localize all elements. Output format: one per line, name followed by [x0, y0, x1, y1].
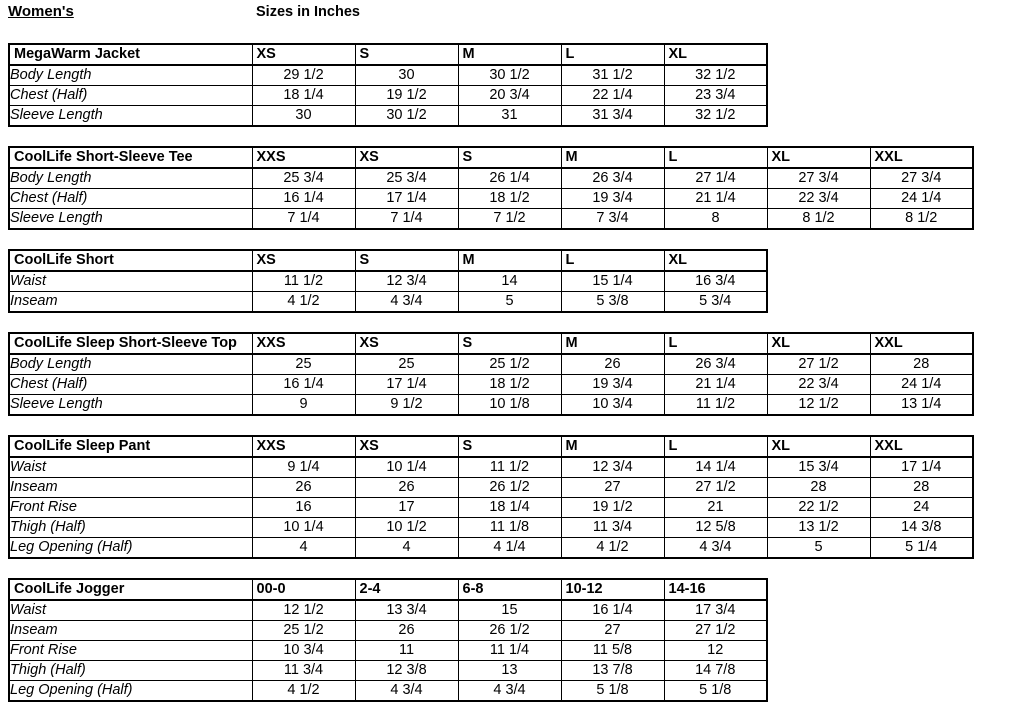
size-header-cell: L	[561, 250, 664, 271]
measurement-value-cell: 13 1/2	[767, 518, 870, 538]
table-header-row	[9, 333, 973, 354]
size-header-cell: L	[561, 44, 664, 65]
measurement-value-cell: 24 1/4	[870, 189, 973, 209]
measurement-value-cell: 5 3/8	[561, 292, 664, 313]
measurement-value-cell: 12 3/4	[561, 457, 664, 478]
size-header-cell: S	[355, 44, 458, 65]
measurement-value-cell: 12 1/2	[252, 600, 355, 621]
measurement-value-cell: 9 1/2	[355, 395, 458, 416]
measurement-value-cell: 11 1/8	[458, 518, 561, 538]
size-table	[8, 435, 974, 559]
size-table	[8, 43, 768, 127]
measurement-value-cell: 27 3/4	[767, 168, 870, 189]
measurement-value-cell: 31 1/2	[561, 65, 664, 86]
size-header-cell: 2-4	[355, 579, 458, 600]
measurement-value-cell: 12	[664, 641, 767, 661]
measurement-value-cell: 16 1/4	[252, 375, 355, 395]
measurement-value-cell: 5 3/4	[664, 292, 767, 313]
page-title: Women's	[8, 3, 74, 20]
measurement-value-cell: 5	[458, 292, 561, 313]
measurement-value-cell: 26	[561, 354, 664, 375]
measurement-value-cell: 24 1/4	[870, 375, 973, 395]
measurement-value-cell: 15 1/4	[561, 271, 664, 292]
size-header-cell: S	[458, 147, 561, 168]
size-table	[8, 146, 974, 230]
measurement-value-cell: 4 1/2	[252, 292, 355, 313]
size-header-cell: XS	[252, 250, 355, 271]
measurement-label-cell: Body Length	[9, 354, 252, 375]
size-header-cell: S	[355, 250, 458, 271]
measurement-value-cell: 30	[252, 106, 355, 127]
size-header-cell: M	[561, 147, 664, 168]
measurement-value-cell: 17 1/4	[355, 189, 458, 209]
size-header-cell: M	[561, 436, 664, 457]
measurement-value-cell: 32 1/2	[664, 106, 767, 127]
product-name-cell: CoolLife Sleep Pant	[9, 436, 252, 457]
size-header-cell: XS	[355, 333, 458, 354]
measurement-row	[9, 457, 973, 478]
measurement-value-cell: 18 1/4	[252, 86, 355, 106]
measurement-value-cell: 11 1/2	[664, 395, 767, 416]
measurement-label-cell: Front Rise	[9, 498, 252, 518]
measurement-label-cell: Sleeve Length	[9, 106, 252, 127]
measurement-value-cell: 5 1/8	[664, 681, 767, 702]
measurement-value-cell: 24	[870, 498, 973, 518]
measurement-value-cell: 7 1/4	[252, 209, 355, 230]
measurement-value-cell: 23 3/4	[664, 86, 767, 106]
measurement-value-cell: 10 1/4	[355, 457, 458, 478]
measurement-value-cell: 16 1/4	[561, 600, 664, 621]
table-header-row	[9, 436, 973, 457]
measurement-value-cell: 4 1/2	[252, 681, 355, 702]
measurement-label-cell: Inseam	[9, 621, 252, 641]
measurement-label-cell: Inseam	[9, 292, 252, 313]
size-header-cell: 14-16	[664, 579, 767, 600]
measurement-label-cell: Waist	[9, 271, 252, 292]
measurement-value-cell: 17 1/4	[870, 457, 973, 478]
measurement-value-cell: 4 3/4	[355, 292, 458, 313]
measurement-value-cell: 14 1/4	[664, 457, 767, 478]
measurement-row	[9, 538, 973, 559]
size-header-cell: L	[664, 333, 767, 354]
measurement-value-cell: 22 1/2	[767, 498, 870, 518]
measurement-label-cell: Thigh (Half)	[9, 518, 252, 538]
measurement-value-cell: 14 3/8	[870, 518, 973, 538]
measurement-value-cell: 25	[252, 354, 355, 375]
measurement-row	[9, 209, 973, 230]
measurement-value-cell: 7 1/2	[458, 209, 561, 230]
table-header-row	[9, 250, 767, 271]
measurement-row	[9, 292, 767, 313]
size-header-cell: XS	[355, 147, 458, 168]
measurement-value-cell: 25 3/4	[252, 168, 355, 189]
size-header-cell: 6-8	[458, 579, 561, 600]
measurement-value-cell: 21 1/4	[664, 375, 767, 395]
measurement-row	[9, 168, 973, 189]
measurement-row	[9, 189, 973, 209]
measurement-value-cell: 4 1/2	[561, 538, 664, 559]
measurement-value-cell: 25 1/2	[252, 621, 355, 641]
measurement-value-cell: 10 3/4	[561, 395, 664, 416]
measurement-value-cell: 4 3/4	[458, 681, 561, 702]
measurement-label-cell: Front Rise	[9, 641, 252, 661]
measurement-value-cell: 5 1/8	[561, 681, 664, 702]
size-header-cell: XXL	[870, 333, 973, 354]
measurement-label-cell: Waist	[9, 457, 252, 478]
table-header-row	[9, 147, 973, 168]
size-header-cell: XXL	[870, 147, 973, 168]
size-header-cell: XS	[252, 44, 355, 65]
measurement-value-cell: 4	[252, 538, 355, 559]
measurement-value-cell: 22 3/4	[767, 189, 870, 209]
product-name-cell: CoolLife Short-Sleeve Tee	[9, 147, 252, 168]
measurement-label-cell: Sleeve Length	[9, 395, 252, 416]
measurement-value-cell: 8 1/2	[767, 209, 870, 230]
measurement-value-cell: 25 1/2	[458, 354, 561, 375]
size-header-cell: XS	[355, 436, 458, 457]
measurement-value-cell: 16	[252, 498, 355, 518]
product-name-cell: CoolLife Short	[9, 250, 252, 271]
measurement-value-cell: 26 1/2	[458, 478, 561, 498]
measurement-row	[9, 354, 973, 375]
page-subtitle: Sizes in Inches	[256, 4, 360, 20]
size-header-cell: XXL	[870, 436, 973, 457]
measurement-value-cell: 8	[664, 209, 767, 230]
measurement-value-cell: 22 1/4	[561, 86, 664, 106]
measurement-value-cell: 11 5/8	[561, 641, 664, 661]
measurement-value-cell: 16 1/4	[252, 189, 355, 209]
size-header-cell: L	[664, 436, 767, 457]
measurement-label-cell: Inseam	[9, 478, 252, 498]
measurement-label-cell: Leg Opening (Half)	[9, 681, 252, 702]
measurement-label-cell: Waist	[9, 600, 252, 621]
measurement-value-cell: 20 3/4	[458, 86, 561, 106]
size-table	[8, 249, 768, 313]
size-header-cell: XL	[767, 436, 870, 457]
measurement-value-cell: 27	[561, 478, 664, 498]
measurement-value-cell: 12 3/4	[355, 271, 458, 292]
product-name-cell: CoolLife Jogger	[9, 579, 252, 600]
measurement-value-cell: 8 1/2	[870, 209, 973, 230]
measurement-row	[9, 681, 767, 702]
measurement-value-cell: 19 1/2	[561, 498, 664, 518]
size-header-cell: M	[458, 44, 561, 65]
measurement-value-cell: 11	[355, 641, 458, 661]
measurement-row	[9, 478, 973, 498]
measurement-value-cell: 27 3/4	[870, 168, 973, 189]
size-header-cell: M	[561, 333, 664, 354]
measurement-value-cell: 26	[252, 478, 355, 498]
measurement-value-cell: 7 1/4	[355, 209, 458, 230]
measurement-value-cell: 17 1/4	[355, 375, 458, 395]
measurement-value-cell: 28	[870, 354, 973, 375]
measurement-value-cell: 13	[458, 661, 561, 681]
measurement-value-cell: 21	[664, 498, 767, 518]
size-header-cell: 10-12	[561, 579, 664, 600]
measurement-value-cell: 10 1/4	[252, 518, 355, 538]
size-header-cell: XXS	[252, 333, 355, 354]
measurement-value-cell: 27 1/2	[664, 621, 767, 641]
size-header-cell: XL	[767, 147, 870, 168]
measurement-label-cell: Body Length	[9, 65, 252, 86]
size-header-cell: XL	[664, 44, 767, 65]
measurement-value-cell: 18 1/2	[458, 189, 561, 209]
measurement-label-cell: Chest (Half)	[9, 375, 252, 395]
measurement-value-cell: 32 1/2	[664, 65, 767, 86]
measurement-value-cell: 27 1/4	[664, 168, 767, 189]
measurement-row	[9, 86, 767, 106]
measurement-value-cell: 11 3/4	[561, 518, 664, 538]
measurement-row	[9, 65, 767, 86]
measurement-row	[9, 518, 973, 538]
measurement-value-cell: 30 1/2	[355, 106, 458, 127]
measurement-value-cell: 26	[355, 621, 458, 641]
table-header-row	[9, 44, 767, 65]
measurement-row	[9, 661, 767, 681]
measurement-value-cell: 26 1/4	[458, 168, 561, 189]
document-header	[8, 3, 1012, 23]
measurement-value-cell: 17	[355, 498, 458, 518]
measurement-value-cell: 16 3/4	[664, 271, 767, 292]
measurement-value-cell: 10 1/8	[458, 395, 561, 416]
measurement-value-cell: 18 1/2	[458, 375, 561, 395]
measurement-row	[9, 621, 767, 641]
measurement-label-cell: Thigh (Half)	[9, 661, 252, 681]
measurement-value-cell: 11 1/2	[252, 271, 355, 292]
measurement-value-cell: 31 3/4	[561, 106, 664, 127]
measurement-value-cell: 4	[355, 538, 458, 559]
measurement-value-cell: 26	[355, 478, 458, 498]
measurement-row	[9, 106, 767, 127]
measurement-value-cell: 4 3/4	[664, 538, 767, 559]
measurement-value-cell: 18 1/4	[458, 498, 561, 518]
measurement-value-cell: 13 7/8	[561, 661, 664, 681]
measurement-row	[9, 271, 767, 292]
size-header-cell: XXS	[252, 436, 355, 457]
measurement-value-cell: 12 5/8	[664, 518, 767, 538]
measurement-value-cell: 10 1/2	[355, 518, 458, 538]
measurement-value-cell: 19 3/4	[561, 189, 664, 209]
size-table	[8, 332, 974, 416]
measurement-value-cell: 26 3/4	[561, 168, 664, 189]
measurement-row	[9, 375, 973, 395]
measurement-row	[9, 641, 767, 661]
measurement-label-cell: Body Length	[9, 168, 252, 189]
measurement-value-cell: 12 1/2	[767, 395, 870, 416]
measurement-value-cell: 25 3/4	[355, 168, 458, 189]
measurement-value-cell: 22 3/4	[767, 375, 870, 395]
measurement-row	[9, 395, 973, 416]
measurement-value-cell: 19 1/2	[355, 86, 458, 106]
size-header-cell: M	[458, 250, 561, 271]
measurement-value-cell: 27 1/2	[664, 478, 767, 498]
measurement-value-cell: 13 3/4	[355, 600, 458, 621]
measurement-value-cell: 17 3/4	[664, 600, 767, 621]
measurement-row	[9, 498, 973, 518]
size-header-cell: S	[458, 436, 561, 457]
size-header-cell: 00-0	[252, 579, 355, 600]
measurement-label-cell: Chest (Half)	[9, 86, 252, 106]
measurement-value-cell: 27 1/2	[767, 354, 870, 375]
measurement-value-cell: 30 1/2	[458, 65, 561, 86]
measurement-value-cell: 5	[767, 538, 870, 559]
measurement-value-cell: 11 1/2	[458, 457, 561, 478]
size-header-cell: XL	[664, 250, 767, 271]
measurement-label-cell: Chest (Half)	[9, 189, 252, 209]
measurement-value-cell: 28	[767, 478, 870, 498]
measurement-value-cell: 13 1/4	[870, 395, 973, 416]
measurement-value-cell: 4 3/4	[355, 681, 458, 702]
measurement-value-cell: 11 1/4	[458, 641, 561, 661]
measurement-value-cell: 11 3/4	[252, 661, 355, 681]
measurement-value-cell: 29 1/2	[252, 65, 355, 86]
measurement-value-cell: 7 3/4	[561, 209, 664, 230]
size-header-cell: XL	[767, 333, 870, 354]
size-header-cell: S	[458, 333, 561, 354]
measurement-label-cell: Sleeve Length	[9, 209, 252, 230]
measurement-row	[9, 600, 767, 621]
measurement-value-cell: 15 3/4	[767, 457, 870, 478]
measurement-value-cell: 14 7/8	[664, 661, 767, 681]
measurement-value-cell: 9 1/4	[252, 457, 355, 478]
measurement-value-cell: 31	[458, 106, 561, 127]
size-header-cell: XXS	[252, 147, 355, 168]
size-table	[8, 578, 768, 702]
measurement-value-cell: 15	[458, 600, 561, 621]
measurement-label-cell: Leg Opening (Half)	[9, 538, 252, 559]
measurement-value-cell: 27	[561, 621, 664, 641]
measurement-value-cell: 26 1/2	[458, 621, 561, 641]
table-header-row	[9, 579, 767, 600]
measurement-value-cell: 21 1/4	[664, 189, 767, 209]
measurement-value-cell: 10 3/4	[252, 641, 355, 661]
measurement-value-cell: 30	[355, 65, 458, 86]
measurement-value-cell: 19 3/4	[561, 375, 664, 395]
measurement-value-cell: 25	[355, 354, 458, 375]
product-name-cell: MegaWarm Jacket	[9, 44, 252, 65]
measurement-value-cell: 9	[252, 395, 355, 416]
measurement-value-cell: 28	[870, 478, 973, 498]
measurement-value-cell: 5 1/4	[870, 538, 973, 559]
measurement-value-cell: 26 3/4	[664, 354, 767, 375]
measurement-value-cell: 12 3/8	[355, 661, 458, 681]
measurement-value-cell: 14	[458, 271, 561, 292]
size-header-cell: L	[664, 147, 767, 168]
product-name-cell: CoolLife Sleep Short-Sleeve Top	[9, 333, 252, 354]
size-tables-container	[8, 43, 1012, 702]
measurement-value-cell: 4 1/4	[458, 538, 561, 559]
